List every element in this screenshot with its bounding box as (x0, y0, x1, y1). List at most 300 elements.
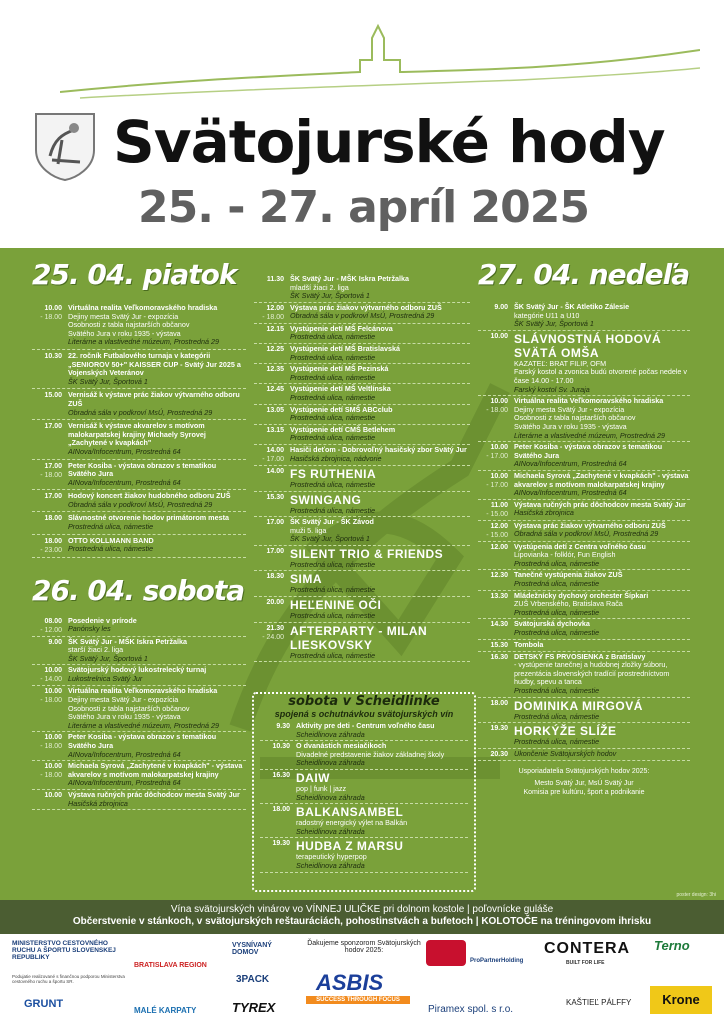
event-row (478, 640, 690, 652)
event-start-time: 12.25 (266, 345, 284, 353)
event-details (290, 547, 470, 570)
event-details (514, 750, 690, 759)
event-start-time: 12.00 (266, 304, 284, 312)
event-details (68, 617, 246, 635)
event-row (260, 804, 468, 838)
grunt-logo: GRUNT (24, 998, 64, 1010)
event-title: DETSKÝ FS PRVOSIENKA z Bratislavy (514, 651, 646, 661)
event-row (254, 517, 470, 546)
event-title: Výstava ručných prác dôchodcov mesta Svätý Jur (514, 499, 686, 509)
event-place: AINova/Infocentrum, Prostredná 64 (68, 778, 181, 788)
event-place: Prostredná ulica, námestie (514, 737, 600, 747)
event-start-time: 19.30 (490, 725, 508, 733)
event-end-time: - 15.00 (486, 510, 508, 518)
event-subtitle: ZUŠ Vrbenského, Bratislava Rača (514, 599, 623, 609)
event-time (32, 791, 68, 808)
event-start-time: 10.00 (44, 763, 62, 771)
event-details (514, 571, 690, 588)
event-time (260, 839, 296, 870)
event-title: HORKÝŽE SLÍŽE (514, 724, 617, 739)
event-details (290, 365, 470, 382)
event-details (68, 391, 246, 417)
event-title: O dvanástich mesiačikoch (296, 741, 387, 751)
vysnivany-domov-logo: VYSNÍVANÝ DOMOV (232, 942, 272, 956)
event-title: SWINGANG (290, 492, 362, 507)
event-place: ŠK Svätý Jur, Športová 1 (68, 653, 148, 663)
event-row (260, 838, 468, 872)
event-title: Výstava prác žiakov výtvarného odboru ZUŠ (514, 520, 666, 530)
event-place: Prostredná ulica, námestie (290, 352, 376, 362)
event-time (32, 492, 68, 509)
event-details (68, 687, 246, 730)
event-note: Farský kostol a zvonica budú otvorené počas nedele v čase 14.00 - 17.00 (514, 367, 687, 385)
event-end-time: - 18.00 (40, 772, 62, 780)
red-brand-logo (426, 940, 466, 966)
event-place: AINova/Infocentrum, Prostredná 64 (68, 446, 181, 456)
event-start-time: 14.00 (266, 467, 284, 475)
event-end-time: - 17.00 (486, 453, 508, 461)
event-row (478, 698, 690, 724)
event-title: Peter Kosiba - výstava obrazov s tematikou Svätého Jura (68, 732, 217, 750)
event-time (254, 598, 290, 621)
event-time (254, 325, 290, 342)
event-title: Michaela Syrová „Zachytené v kvapkách" - výstava akvarelov s motívom malokarpatskej krajiny (68, 761, 243, 779)
event-place: Literárne a vlastivedné múzeum, Prostredná 29 (68, 720, 220, 730)
event-start-time: 16.30 (490, 653, 508, 661)
event-place: Prostredná ulica, námestie (290, 585, 376, 595)
event-row (478, 542, 690, 571)
event-time (32, 514, 68, 531)
event-time (478, 571, 514, 588)
event-start-time: 17.00 (266, 547, 284, 555)
event-start-time: 10.30 (44, 352, 62, 360)
event-title: FS RUTHENIA (290, 466, 377, 481)
event-place: Hasičská zbrojnica, nádvorie (290, 453, 382, 463)
event-end-time: - 18.00 (40, 471, 62, 479)
event-time (260, 722, 296, 739)
event-time (478, 620, 514, 637)
event-row (254, 571, 470, 597)
event-end-time: - 23.00 (40, 546, 62, 554)
event-end-time: - 18.00 (40, 697, 62, 705)
event-row (254, 492, 470, 518)
event-place: Prostredná ulica, námestie (514, 579, 600, 589)
event-place: Prostredná ulica, námestie (290, 559, 376, 569)
event-place: Prostredná ulica, námestie (290, 413, 376, 423)
event-start-time: 17.00 (44, 423, 62, 431)
event-place: ŠK Svätý Jur, Športová 1 (68, 376, 148, 386)
event-start-time: 18.00 (44, 537, 62, 545)
event-time (478, 592, 514, 618)
event-place: Prostredná ulica, námestie (514, 686, 600, 695)
event-start-time: 17.00 (44, 493, 62, 501)
event-place: Ukončenie Svätojurských hodov (514, 748, 617, 758)
asbis-logo: ASBIS (316, 970, 384, 995)
event-details (514, 397, 690, 440)
event-row (32, 761, 246, 790)
event-details (68, 537, 246, 555)
event-time (478, 397, 514, 440)
event-time (254, 426, 290, 443)
event-details (290, 624, 470, 661)
event-time (478, 641, 514, 650)
event-time (478, 724, 514, 747)
event-time (478, 443, 514, 469)
event-row (254, 405, 470, 425)
event-place: Obradná sála v podkroví MsÚ, Prostredná 29 (290, 311, 435, 321)
event-title: Vystúpenia detí z Centra voľného času (514, 541, 646, 551)
event-start-time: 10.00 (490, 472, 508, 480)
event-row (32, 732, 246, 761)
event-details (514, 620, 690, 637)
column-left (32, 248, 246, 810)
event-details (68, 762, 246, 788)
event-details (68, 422, 246, 456)
event-row (254, 324, 470, 344)
event-place: Scheidlinova záhrada (296, 758, 365, 768)
event-start-time: 17.00 (44, 462, 62, 470)
event-time (254, 493, 290, 516)
event-time (478, 303, 514, 329)
event-details (514, 641, 690, 650)
event-start-time: 12.45 (266, 386, 284, 394)
event-title: ŠK Svätý Jur - MŠK Iskra Petržalka (68, 636, 188, 646)
event-row (32, 616, 246, 637)
event-start-time: 17.00 (266, 519, 284, 527)
event-details (290, 345, 470, 362)
event-row (32, 686, 246, 732)
event-time (254, 345, 290, 362)
event-row (478, 442, 690, 471)
event-details (68, 666, 246, 684)
event-dates: 25. - 27. apríl 2025 (138, 182, 589, 233)
event-subtitle: Dejiny mesta Svätý Jur - expozícia Osobnosti z tabla najstarších občanov Svätého Jura v roku 1935 - výstava (68, 311, 190, 338)
day-heading-sunday: 27. 04. nedeľa (478, 258, 690, 291)
info-strip (0, 900, 724, 934)
event-row (32, 790, 246, 810)
event-title: Virtuálna realita Veľkomoravského hradiska (68, 686, 218, 696)
event-details (514, 443, 690, 469)
event-time (478, 750, 514, 759)
event-title: Vystúpenie detí MŠ Felcánova (290, 323, 393, 333)
event-place: Prostredná ulica, námestie (290, 479, 376, 489)
organizers-text: Mesto Svätý Jur, MsÚ Svätý Jur Komisia pre kultúru, šport a podnikanie (523, 779, 645, 796)
event-place: Prostredná ulica, námestie (290, 650, 376, 660)
event-place: AINova/Infocentrum, Prostredná 64 (514, 459, 627, 469)
event-details (514, 303, 690, 329)
event-start-time: 10.00 (44, 734, 62, 742)
event-subtitle: KAZATEĽ: BRAT FILIP, OFM (514, 358, 607, 368)
event-place: ŠK Svätý Jur, Športová 1 (290, 291, 370, 301)
event-title: Svätojurský hodový lukostrelecký turnaj (68, 665, 207, 675)
event-subtitle: starší žiaci 2. liga (68, 645, 124, 655)
event-title: 22. ročník Futbalového turnaja v kategórii „SENIOROV 50+" KAISSER CUP - Svätý Jur 2025 a Vojenských Veteránov (68, 350, 241, 378)
event-row (32, 490, 246, 512)
event-subtitle: Divadelné predstavenie žiakov základnej školy (296, 749, 445, 759)
piramex-logo: Piramex spol. s r.o. (428, 1004, 514, 1015)
event-time (32, 462, 68, 488)
event-subtitle: kategórie U11 a U10 (514, 310, 580, 320)
event-place: Scheidlinova záhrada (296, 826, 365, 836)
event-details (68, 492, 246, 509)
event-start-time: 18.00 (490, 699, 508, 707)
event-row (32, 420, 246, 459)
event-details (290, 493, 470, 516)
event-row (478, 500, 690, 521)
event-details (290, 275, 470, 301)
event-details (290, 304, 470, 322)
event-start-time: 20.00 (266, 599, 284, 607)
event-time (32, 537, 68, 555)
event-details (290, 385, 470, 402)
event-start-time: 12.00 (490, 543, 508, 551)
event-title: Vernisáž k výstave prác žiakov výtvarného odboru ZUŠ (68, 390, 240, 408)
event-row (254, 425, 470, 445)
event-title: OTTO KOLLMANN BAND (68, 535, 154, 545)
event-end-time: - 18.00 (486, 407, 508, 415)
event-time (254, 624, 290, 661)
event-details (290, 426, 470, 443)
event-time (254, 518, 290, 544)
event-place: AINova/Infocentrum, Prostredná 64 (514, 488, 627, 498)
event-title: Slávnostné otvorenie hodov primátorom mesta (68, 513, 229, 523)
event-details (514, 501, 690, 519)
day-heading-saturday: 26. 04. sobota (32, 573, 245, 607)
event-title: SIMA (290, 572, 322, 587)
terno-logo: Terno (654, 938, 690, 953)
3pack-logo: 3PACK (236, 974, 270, 985)
event-details (68, 514, 246, 531)
asbis-tagline: SUCCESS THROUGH FOCUS (306, 996, 410, 1004)
event-row (32, 389, 246, 420)
event-place: Prostredná ulica, námestie (68, 522, 154, 532)
event-time (32, 638, 68, 664)
event-place: Lukostrelnica Svätý Jur (68, 674, 143, 684)
event-details (296, 742, 468, 768)
event-end-time: - 17.00 (262, 455, 284, 463)
event-place: ŠK Svätý Jur, Športová 1 (514, 319, 594, 329)
event-details (296, 839, 468, 870)
event-time (254, 572, 290, 595)
event-start-time: 9.30 (276, 723, 290, 730)
event-row (254, 344, 470, 364)
event-start-time: 10.00 (490, 398, 508, 406)
event-place: Prostredná ulica, námestie (514, 628, 600, 638)
event-details (296, 805, 468, 836)
event-title: ŠK Svätý Jur - ŠK Závod (290, 517, 374, 527)
event-subtitle: terapeutický hyperpop (296, 852, 367, 862)
event-title: Hasiči deťom - Dobrovoľný hasičský zbor Svätý Jur (290, 444, 467, 454)
event-start-time: 08.00 (44, 617, 62, 625)
event-place: Scheidlinova záhrada (296, 860, 365, 870)
event-details (514, 653, 690, 696)
event-row (478, 749, 690, 761)
event-title: Vystúpenie detí MŠ Veltlínska (290, 384, 391, 394)
event-time (32, 733, 68, 759)
event-title: HEĽENINE OČI (290, 598, 382, 613)
event-start-time: 10.30 (272, 743, 290, 751)
event-details (290, 467, 470, 490)
event-title: HUDBA Z MARSU (296, 839, 404, 854)
page-title: Svätojurské hody (113, 108, 665, 176)
event-row (32, 302, 246, 350)
event-place: Scheidlinova záhrada (296, 792, 365, 802)
event-start-time: 12.35 (266, 366, 284, 374)
event-row (32, 665, 246, 686)
event-time (32, 666, 68, 684)
event-place: Obradná sála v podkroví MsÚ, Prostredná 29 (514, 529, 659, 539)
event-time (260, 742, 296, 768)
event-title: SILENT TRIO & FRIENDS (290, 546, 444, 561)
event-start-time: 9.00 (48, 638, 62, 646)
event-place: Prostredná ulica, námestie (290, 332, 376, 342)
event-title: Svätojurská dychovka (514, 619, 590, 629)
event-title: Vystúpenie detí MŠ Pezinská (290, 364, 389, 374)
event-title: Výstava prác žiakov výtvarného odboru ZUŠ (290, 302, 442, 312)
event-title: Výstava ručných prác dôchodcov mesta Svätý Jur (68, 789, 240, 799)
event-title: DOMINIKA MIRGOVÁ (514, 698, 643, 713)
ministry-note: Podujatie realizované s finančnou podporou Ministerstva cestovného ruchu a športu SR. (12, 974, 125, 984)
event-row (254, 384, 470, 404)
event-time (32, 304, 68, 347)
event-time (260, 771, 296, 802)
event-details (290, 572, 470, 595)
event-row (32, 535, 246, 558)
event-row (260, 741, 468, 770)
box-heading: sobota v Scheidlinke (288, 694, 440, 709)
event-details (296, 771, 468, 802)
event-row (254, 466, 470, 492)
event-row (254, 303, 470, 324)
event-details (290, 406, 470, 423)
event-title: SLÁVNOSTNÁ HODOVÁ SVÄTÁ OMŠA (514, 331, 662, 360)
event-time (32, 762, 68, 788)
event-time (32, 391, 68, 417)
event-time (254, 365, 290, 382)
event-subtitle: pop | funk | jazz (296, 783, 347, 793)
event-title: ŠK Svätý Jur - ŠK Atletiko Zálesie (514, 302, 630, 311)
event-row (478, 396, 690, 442)
event-place: AINova/Infocentrum, Prostredná 64 (68, 477, 181, 487)
event-details (68, 352, 246, 386)
contera-tagline: BUILT FOR LIFE (566, 960, 605, 966)
header (0, 0, 724, 248)
event-time (478, 332, 514, 394)
event-subtitle: Dejiny mesta Svätý Jur - expozícia Osobnosti z tabla najstarších občanov Svätého Jura v roku 1935 - výstava (68, 695, 190, 722)
event-details (514, 332, 690, 394)
event-title: Peter Kosiba - výstava obrazov s tematikou Svätého Jura (68, 460, 217, 479)
event-row (254, 546, 470, 572)
event-subtitle: radostný energický výlet na Balkán (296, 818, 408, 828)
event-row (478, 570, 690, 590)
event-subtitle: - vystúpenie tanečnej a hudobnej zložky súboru, prezentácia slovenských tradícií prostredníctvom hudby, spevu a tanca (514, 660, 670, 687)
event-row (32, 512, 246, 534)
event-time (260, 805, 296, 836)
event-row (478, 723, 690, 749)
event-title: ŠK Svätý Jur - MŠK Iskra Petržalka (290, 274, 410, 283)
event-place: Panónsky les (68, 624, 111, 634)
event-end-time: - 18.00 (40, 314, 62, 321)
event-row (32, 637, 246, 666)
column-middle (254, 274, 470, 662)
event-start-time: 11.30 (266, 276, 284, 283)
event-end-time: - 18.00 (262, 313, 284, 321)
event-time (254, 385, 290, 402)
event-title: DAIW (296, 770, 330, 785)
event-place: Literárne a vlastivedné múzeum, Prostredná 29 (514, 430, 666, 440)
event-title: Aktivity pre deti - Centrum voľného času (296, 721, 435, 730)
event-start-time: 16.30 (272, 771, 290, 779)
event-title: Tanečné vystúpenia žiakov ZUŠ (514, 570, 623, 580)
event-start-time: 19.30 (272, 840, 290, 848)
day-heading-friday: 25. 04. piatok (32, 258, 237, 291)
event-time (32, 687, 68, 730)
event-title: Tombola (514, 639, 544, 649)
event-title: BALKANSAMBEL (296, 805, 404, 820)
event-details (514, 592, 690, 618)
event-row (254, 364, 470, 384)
event-row (478, 302, 690, 331)
event-time (478, 472, 514, 498)
event-place: Hasičská zbrojnica (68, 798, 128, 808)
ministry-logo: MINISTERSTVO CESTOVNÉHO RUCHU A ŠPORTU SLOVENSKEJ REPUBLIKY (12, 940, 116, 961)
event-details (514, 699, 690, 722)
event-start-time: 10.00 (44, 305, 62, 312)
event-start-time: 9.00 (494, 304, 508, 311)
event-row (254, 597, 470, 623)
event-start-time: 13.05 (266, 406, 284, 414)
event-details (514, 472, 690, 498)
event-time (478, 501, 514, 519)
event-place: Farský kostol Sv. Juraja (514, 384, 590, 394)
event-place: Prostredná ulica, námestie (290, 611, 376, 621)
event-details (514, 543, 690, 569)
event-row (32, 350, 246, 389)
event-row (254, 623, 470, 663)
event-start-time: 15.00 (44, 392, 62, 400)
event-title: Vystúpenie detí MŠ Bratislavská (290, 343, 400, 353)
event-start-time: 15.30 (266, 493, 284, 501)
event-place: Prostredná ulica, námestie (514, 607, 600, 617)
info-line-1: Vína svätojurských vinárov vo VÍNNEJ ULIČKE pri dolnom kostole | poľovnícke guláše (170, 904, 554, 915)
event-start-time: 12.30 (490, 572, 508, 580)
program-area (0, 248, 724, 900)
event-time (254, 467, 290, 490)
event-row (260, 721, 468, 741)
event-start-time: 11.00 (490, 501, 508, 509)
event-time (478, 699, 514, 722)
event-end-time: - 18.00 (40, 743, 62, 751)
event-time (254, 304, 290, 322)
event-subtitle: muži 5. liga (290, 525, 327, 535)
bratislava-region-logo: BRATISLAVA REGION (134, 962, 207, 969)
event-place: Prostredná ulica, námestie (290, 433, 376, 443)
event-row (478, 652, 690, 698)
event-details (290, 518, 470, 544)
event-place: Prostredná ulica, námestie (514, 711, 600, 721)
event-details (296, 722, 468, 739)
event-start-time: 10.00 (490, 444, 508, 452)
event-title: Peter Kosiba - výstava obrazov s tematikou Svätého Jura (514, 442, 663, 460)
event-start-time: 14.00 (266, 446, 284, 454)
event-time (478, 543, 514, 569)
event-start-time: 10.00 (44, 667, 62, 675)
event-place: Obradná sála v podkroví MsÚ, Prostredná 29 (68, 499, 213, 509)
event-start-time: 18.00 (44, 515, 62, 523)
event-title: Hodový koncert žiakov hudobného odboru ZUŠ (68, 491, 231, 501)
event-subtitle: mladší žiaci 2. liga (290, 282, 349, 292)
contera-logo: CONTERA (544, 940, 631, 957)
